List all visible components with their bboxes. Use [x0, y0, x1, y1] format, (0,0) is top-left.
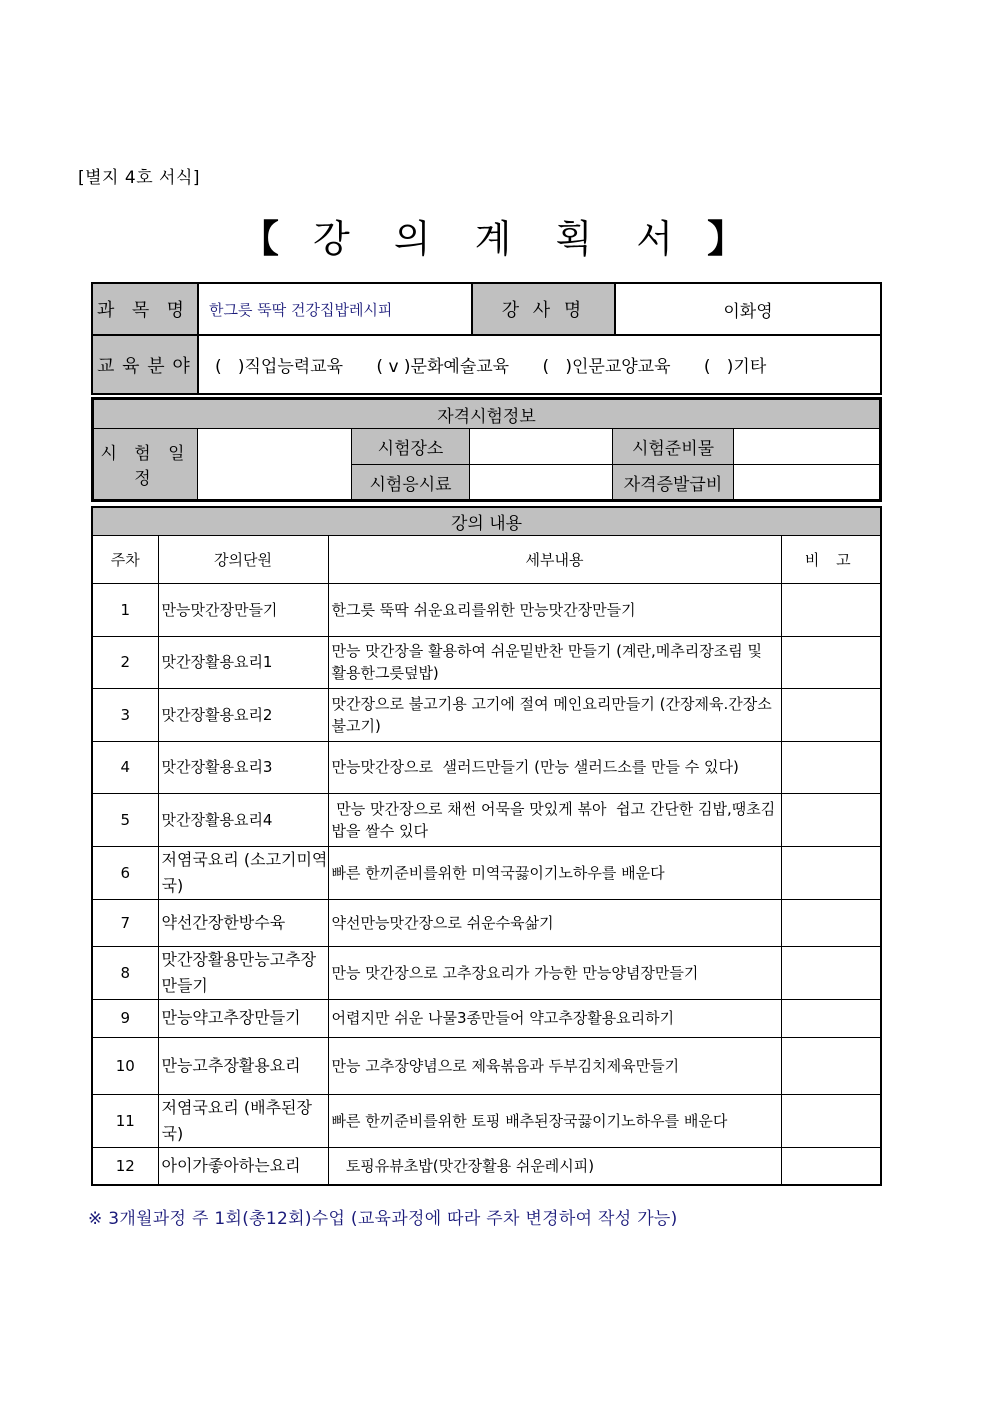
column-header-unit: 강의단원 — [158, 535, 328, 583]
lecture-row — [92, 636, 881, 688]
lecture-row — [92, 793, 881, 846]
title-open-bracket: 【 — [240, 217, 285, 261]
lecture-header: 강의 내용 — [92, 507, 881, 535]
lecture-content-table — [91, 506, 882, 1186]
title-char: 계 — [474, 217, 518, 261]
detail-cell: 한그릇 뚝딱 쉬운요리를위한 만능맛간장만들기 — [328, 583, 781, 636]
unit-cell: 만능맛간장만들기 — [158, 583, 328, 636]
exam-date-label: 시 험 일 정 — [93, 429, 198, 501]
unit-cell: 맛간장활용요리3 — [158, 741, 328, 793]
detail-cell: 어렵지만 쉬운 나물3종만들어 약고추장활용요리하기 — [328, 999, 781, 1037]
title-char: 서 — [636, 217, 679, 261]
unit-cell: 저염국요리 (배추된장국) — [158, 1094, 328, 1147]
column-header-detail: 세부내용 — [328, 535, 781, 583]
lecture-row — [92, 688, 881, 741]
lecture-rows — [92, 583, 881, 1185]
field-option-vocational[interactable]: ( )직업능력교육 — [215, 357, 344, 377]
note-cell[interactable] — [781, 583, 881, 636]
field-label-text: 교 육 분 야 — [97, 355, 191, 377]
column-header-note: 비 고 — [781, 535, 881, 583]
unit-cell: 아이가좋아하는요리 — [158, 1147, 328, 1185]
note-cell[interactable] — [781, 899, 881, 946]
week-cell: 1 — [92, 583, 158, 636]
week-cell: 5 — [92, 793, 158, 846]
detail-cell: 만능 고추장양념으로 제육볶음과 두부김치제육만들기 — [328, 1037, 781, 1094]
exam-place-field[interactable] — [470, 429, 613, 465]
week-cell: 9 — [92, 999, 158, 1037]
subject-label — [92, 283, 198, 335]
field-row — [92, 335, 881, 394]
detail-cell: 맛간장으로 불고기용 고기에 절여 메인요리만들기 (간장제육.간장소불고기) — [328, 688, 781, 741]
note-cell[interactable] — [781, 688, 881, 741]
document-title — [0, 208, 992, 263]
instructor-value-field[interactable]: 이화영 — [615, 283, 881, 335]
week-cell: 2 — [92, 636, 158, 688]
note-cell[interactable] — [781, 1094, 881, 1147]
unit-cell: 맛간장활용만능고추장만들기 — [158, 946, 328, 999]
footnote: ※ 3개월과정 주 1회(총12회)수업 (교육과정에 따라 주차 변경하여 작성 가능) — [88, 1209, 678, 1229]
cert-fee-field[interactable] — [734, 465, 881, 501]
unit-cell: 만능고추장활용요리 — [158, 1037, 328, 1094]
note-cell[interactable] — [781, 793, 881, 846]
course-info-table — [91, 282, 882, 395]
unit-cell: 맛간장활용요리1 — [158, 636, 328, 688]
column-header-week: 주차 — [92, 535, 158, 583]
lecture-header-row — [92, 507, 881, 535]
week-cell: 7 — [92, 899, 158, 946]
unit-cell: 만능약고추장만들기 — [158, 999, 328, 1037]
title-close-bracket: 】 — [707, 217, 752, 261]
field-option-culture-arts[interactable]: ( v )문화예술교육 — [376, 357, 510, 377]
form-number-label: [별지 4호 서식] — [78, 168, 200, 188]
cert-fee-label: 자격증발급비 — [613, 465, 734, 501]
instructor-label: 강 사 명 — [472, 283, 615, 335]
detail-cell: 만능맛간장으로 샐러드만들기 (만능 샐러드소를 만들 수 있다) — [328, 741, 781, 793]
lecture-row — [92, 999, 881, 1037]
unit-cell: 저염국요리 (소고기미역국) — [158, 846, 328, 899]
note-cell[interactable] — [781, 1147, 881, 1185]
detail-cell: 만능 맛간장으로 채썬 어묵을 맛있게 볶아 쉽고 간단한 김밥,땡초김밥을 쌀수 있다 — [328, 793, 781, 846]
detail-cell: 빠른 한끼준비를위한 미역국끓이기노하우를 배운다 — [328, 846, 781, 899]
week-cell: 10 — [92, 1037, 158, 1094]
note-cell[interactable] — [781, 1037, 881, 1094]
subject-label-text: 과 목 명 — [97, 300, 187, 321]
title-char: 획 — [555, 217, 599, 261]
lecture-row — [92, 583, 881, 636]
detail-cell: 만능 맛간장으로 고추장요리가 가능한 만능양념장만들기 — [328, 946, 781, 999]
week-cell: 11 — [92, 1094, 158, 1147]
note-cell[interactable] — [781, 741, 881, 793]
note-cell[interactable] — [781, 636, 881, 688]
qualification-table — [91, 397, 882, 502]
lecture-row — [92, 1037, 881, 1094]
unit-cell: 맛간장활용요리4 — [158, 793, 328, 846]
exam-fee-label: 시험응시료 — [352, 465, 470, 501]
lecture-row — [92, 1147, 881, 1185]
qualification-header-row — [93, 399, 881, 429]
exam-place-label: 시험장소 — [352, 429, 470, 465]
note-cell[interactable] — [781, 946, 881, 999]
week-cell: 6 — [92, 846, 158, 899]
lecture-row — [92, 946, 881, 999]
qualification-header: 자격시험정보 — [93, 399, 881, 429]
field-label — [92, 335, 198, 394]
field-option-humanities[interactable]: ( )인문교양교육 — [542, 357, 671, 377]
exam-materials-field[interactable] — [734, 429, 881, 465]
detail-cell: 약선만능맛간장으로 쉬운수육삶기 — [328, 899, 781, 946]
field-options — [198, 335, 881, 394]
detail-cell: 빠른 한끼준비를위한 토핑 배추된장국끓이기노하우를 배운다 — [328, 1094, 781, 1147]
detail-cell: 만능 맛간장을 활용하여 쉬운밑반찬 만들기 (계란,메추리장조림 및 활용한그릇덮밥) — [328, 636, 781, 688]
exam-date-field[interactable] — [198, 429, 352, 501]
qualification-row-1 — [93, 429, 881, 465]
lecture-row — [92, 741, 881, 793]
title-char: 강 — [313, 217, 356, 261]
subject-row — [92, 283, 881, 335]
detail-cell: 토핑유뷰초밥(맛간장활용 쉬운레시피) — [328, 1147, 781, 1185]
unit-cell: 맛간장활용요리2 — [158, 688, 328, 741]
week-cell: 12 — [92, 1147, 158, 1185]
lecture-row — [92, 899, 881, 946]
unit-cell: 약선간장한방수육 — [158, 899, 328, 946]
lecture-column-headers — [92, 535, 881, 583]
title-char: 의 — [393, 217, 437, 261]
note-cell[interactable] — [781, 999, 881, 1037]
exam-fee-field[interactable] — [470, 465, 613, 501]
exam-materials-label: 시험준비물 — [613, 429, 734, 465]
note-cell[interactable] — [781, 846, 881, 899]
week-cell: 4 — [92, 741, 158, 793]
field-option-other[interactable]: ( )기타 — [703, 357, 767, 377]
week-cell: 3 — [92, 688, 158, 741]
lecture-row — [92, 1094, 881, 1147]
lecture-row — [92, 846, 881, 899]
subject-value-field[interactable]: 한그릇 뚝딱 건강집밥레시피 — [198, 283, 472, 335]
week-cell: 8 — [92, 946, 158, 999]
